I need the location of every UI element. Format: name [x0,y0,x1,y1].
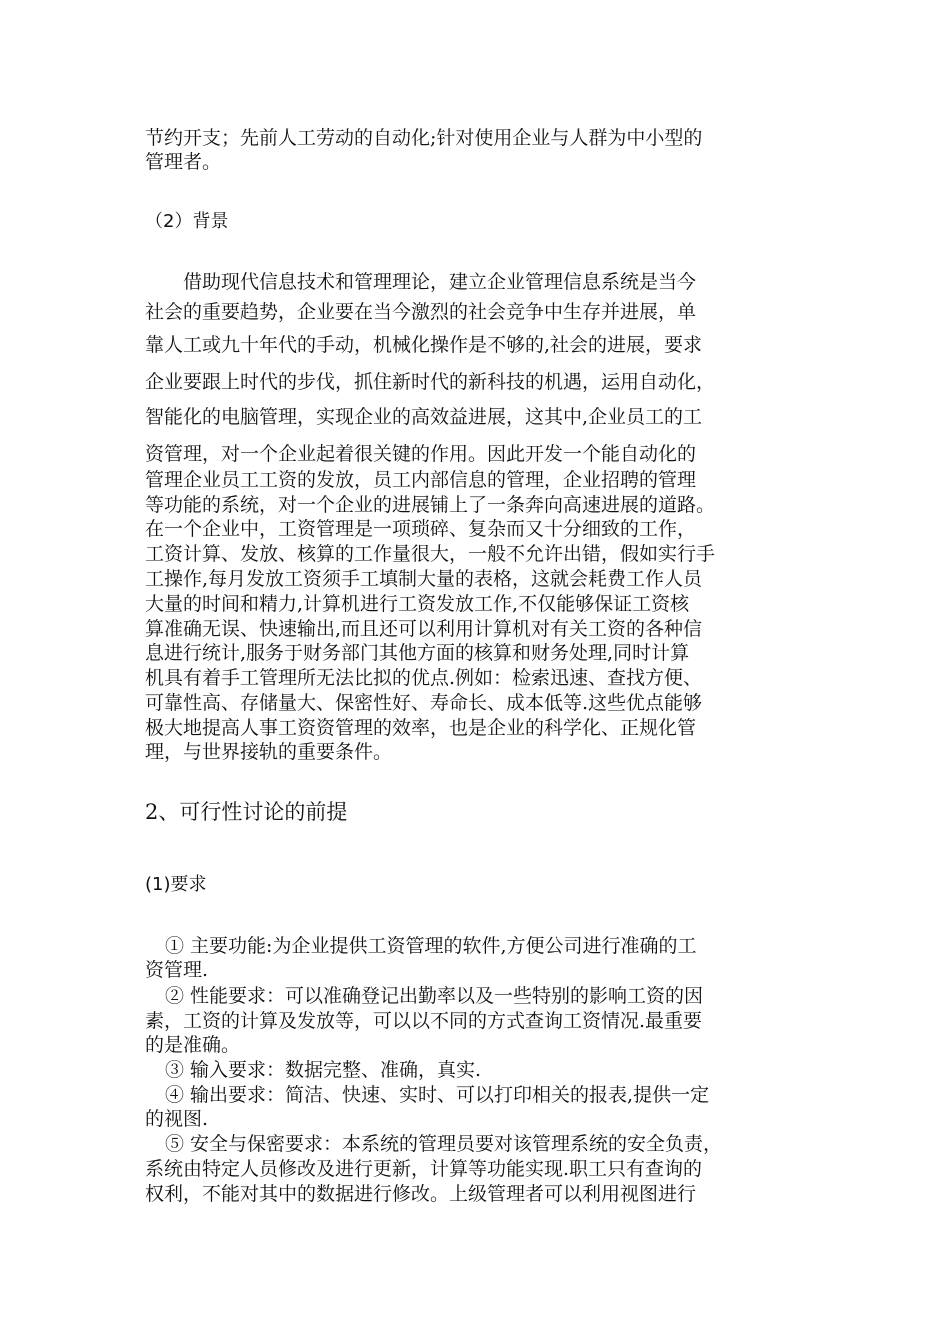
paragraph-line: 企业要跟上时代的步伐，抓住新时代的新科技的机遇，运用自动化， [145,371,716,393]
requirement-item: 资管理. [145,959,209,981]
requirement-item: 系统由特定人员修改及进行更新，计算等功能实现.职工只有查询的 [145,1158,703,1180]
section-heading-requirements: (1)要求 [145,874,207,895]
requirement-item: ② 性能要求：可以准确登记出勤率以及一些特别的影响工资的因 [165,985,704,1007]
section-heading-background: （2）背景 [145,211,229,232]
requirement-item: 的视图. [145,1108,209,1130]
paragraph-line: 智能化的电脑管理，实现企业的高效益进展，这其中,企业员工的工 [145,406,703,428]
paragraph-line: 靠人工或九十年代的手动，机械化操作是不够的,社会的进展，要求 [145,334,703,356]
paragraph-line: 在一个企业中，工资管理是一项琐碎、复杂而又十分细致的工作， [145,518,697,540]
paragraph-line: 工资计算、发放、核算的工作量很大，一般不允许出错，假如实行手 [145,543,716,565]
paragraph-line: 大量的时间和精力,计算机进行工资发放工作,不仅能够保证工资核 [145,593,690,615]
intro-line: 管理者。 [145,151,222,173]
paragraph-line: 社会的重要趋势，企业要在当今激烈的社会竞争中生存并进展，单 [145,301,697,323]
requirement-item: ③ 输入要求：数据完整、准确，真实. [165,1059,482,1081]
paragraph-line: 工操作,每月发放工资须手工填制大量的表格，这就会耗费工作人员 [145,568,703,590]
paragraph-line: 理，与世界接轨的重要条件。 [145,741,393,763]
requirement-item: ① 主要功能:为企业提供工资管理的软件,方便公司进行准确的工 [165,935,697,957]
requirement-item: ④ 输出要求：简洁、快速、实时、可以打印相关的报表,提供一定 [165,1084,710,1106]
paragraph-line: 借助现代信息技术和管理理论，建立企业管理信息系统是当今 [183,271,697,293]
requirement-item: 的是准确。 [145,1034,241,1056]
paragraph-line: 息进行统计,服务于财务部门其他方面的核算和财务处理,同时计算 [145,642,690,664]
paragraph-line: 资管理，对一个企业起着很关键的作用。因此开发一个能自动化的 [145,443,697,465]
paragraph-line: 算准确无误、快速输出,而且还可以利用计算机对有关工资的各种信 [145,618,703,640]
section-heading-feasibility: 2、可行性讨论的前提 [145,800,348,824]
paragraph-line: 机具有着手工管理所无法比拟的优点.例如：检索迅速、查找方便、 [145,667,703,689]
paragraph-line: 极大地提高人事工资资管理的效率，也是企业的科学化、正规化管 [145,717,697,739]
requirement-item: 素，工资的计算及发放等，可以以不同的方式查询工资情况.最重要 [145,1010,703,1032]
paragraph-line: 可靠性高、存储量大、保密性好、寿命长、成本低等.这些优点能够 [145,692,703,714]
intro-line: 节约开支；先前人工劳动的自动化;针对使用企业与人群为中小型的 [145,127,703,149]
paragraph-line: 等功能的系统，对一个企业的进展铺上了一条奔向高速进展的道路。 [145,494,716,516]
requirement-item: ⑤ 安全与保密要求：本系统的管理员要对该管理系统的安全负责， [165,1133,723,1155]
requirement-item: 权利，不能对其中的数据进行修改。上级管理者可以利用视图进行 [145,1183,697,1205]
paragraph-line: 管理企业员工工资的发放，员工内部信息的管理，企业招聘的管理 [145,469,697,491]
